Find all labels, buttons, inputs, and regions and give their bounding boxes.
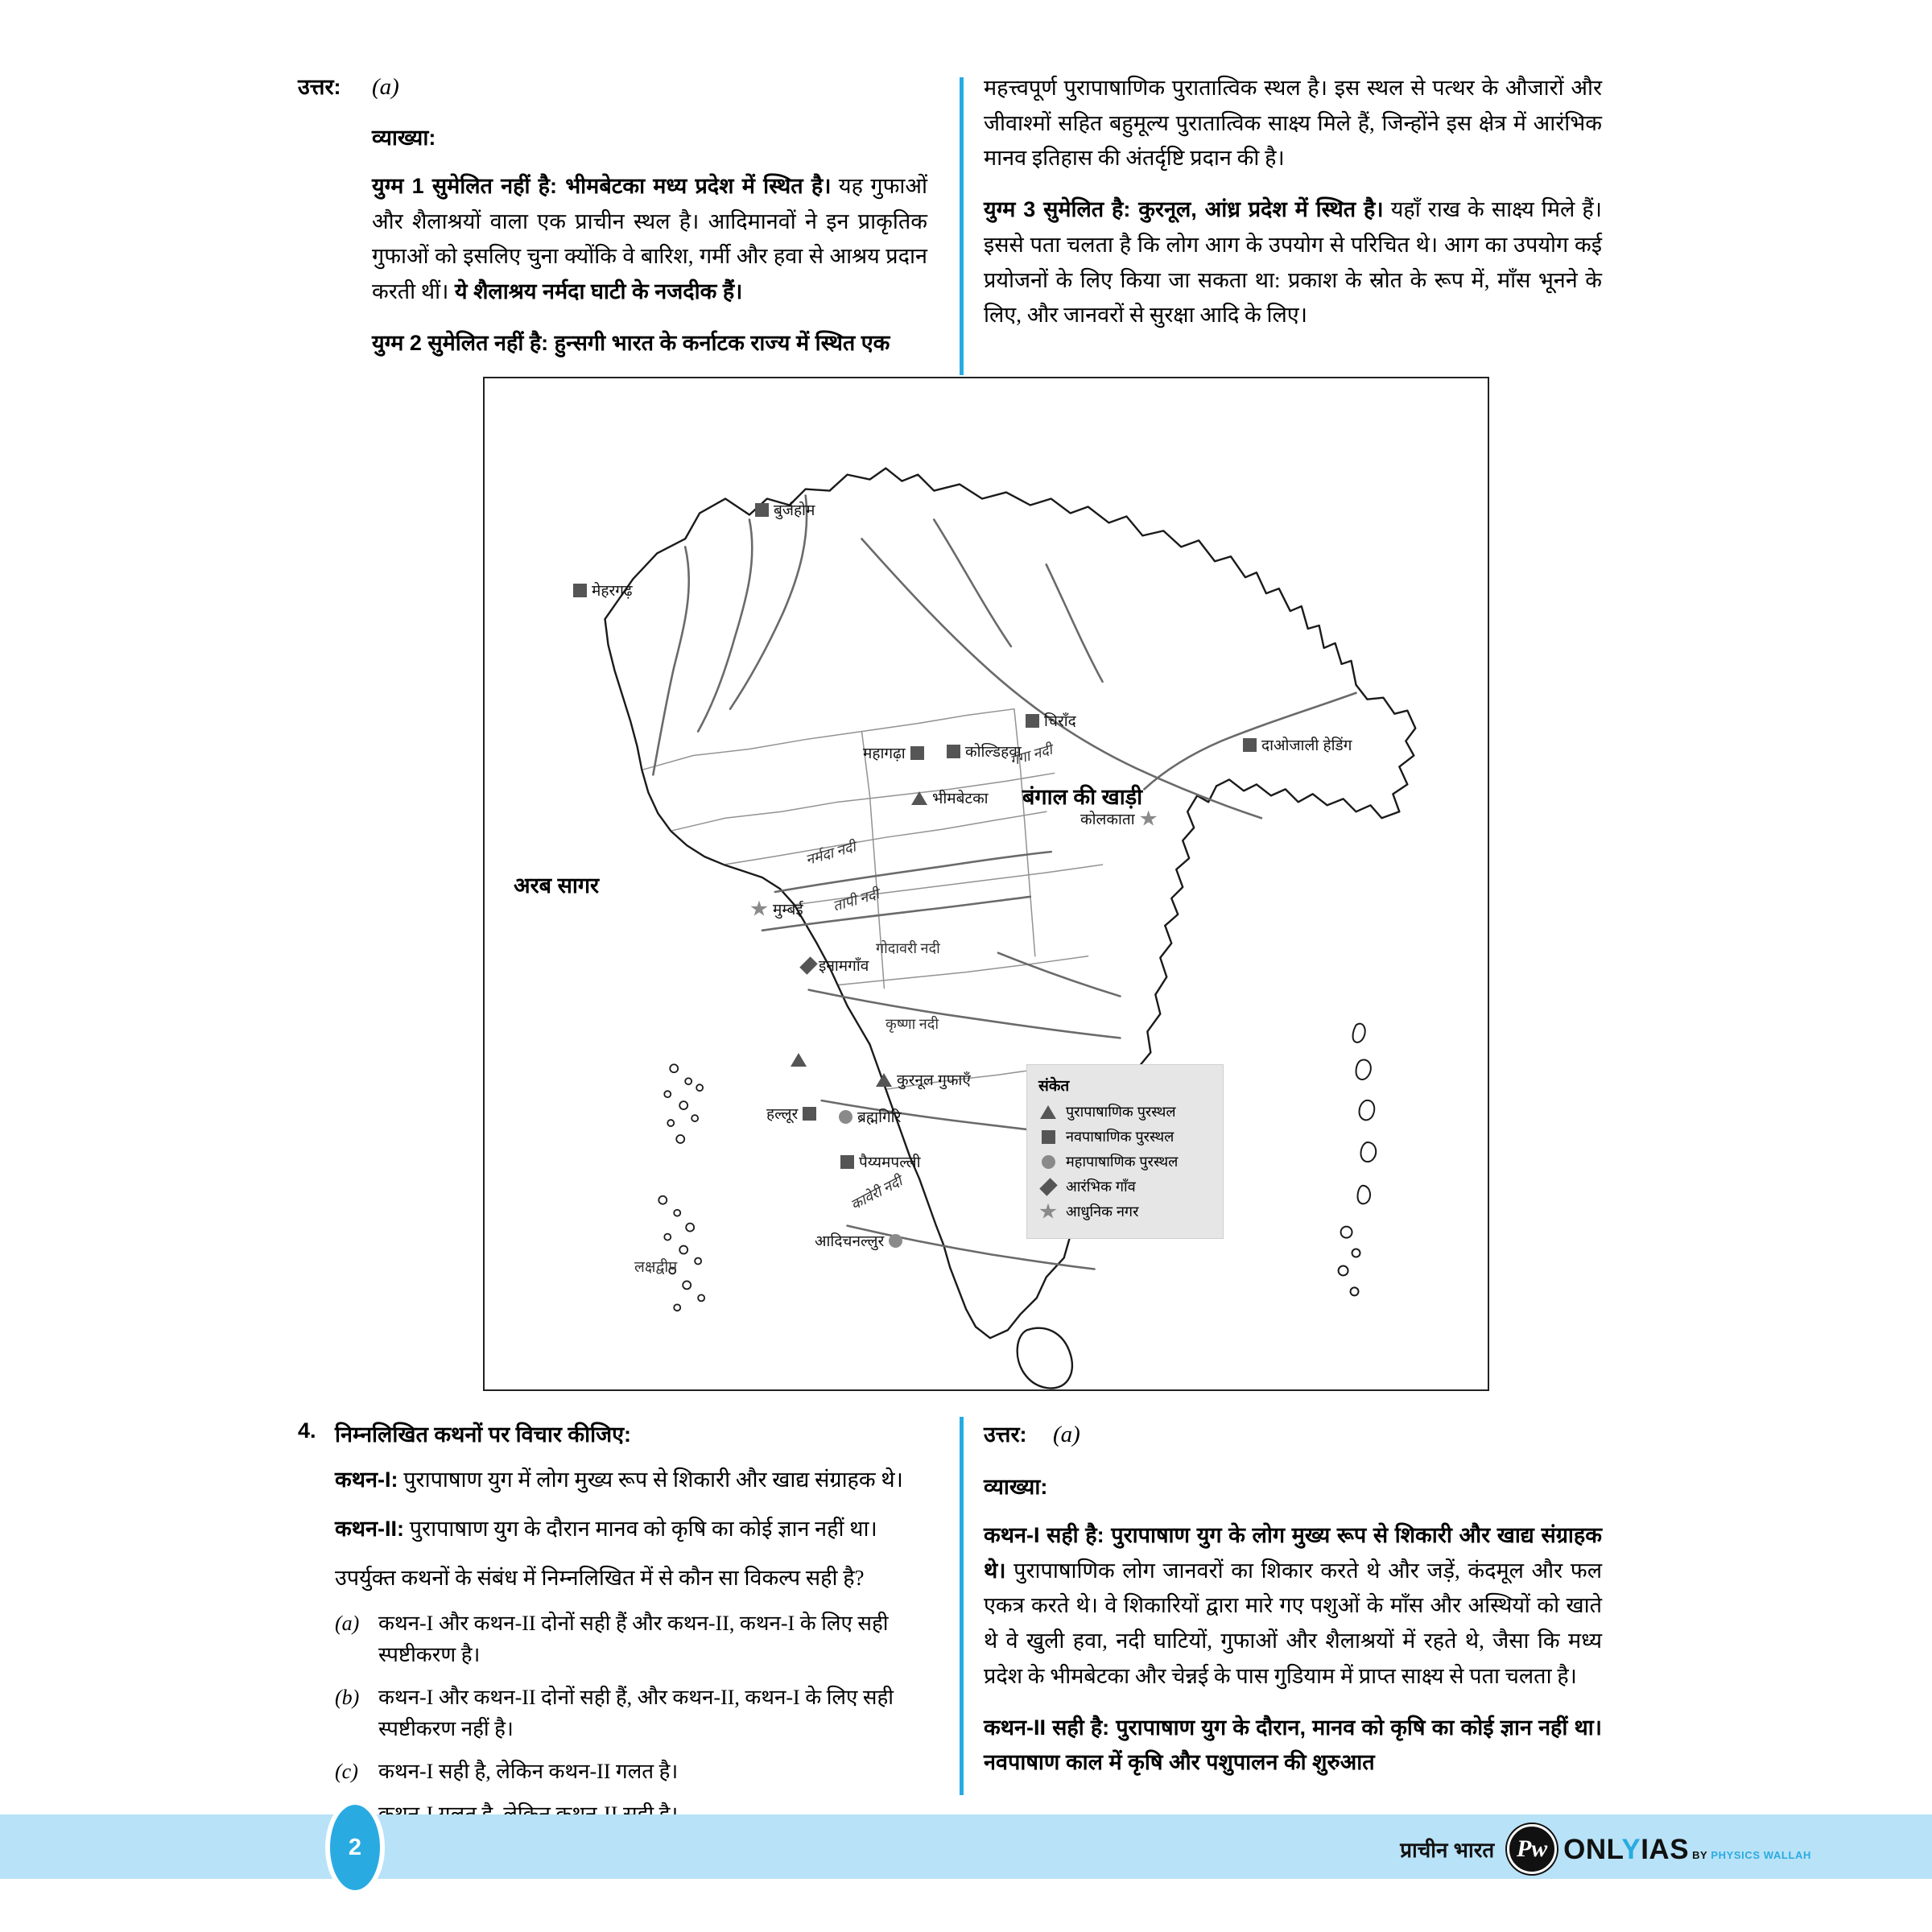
option-b[interactable] [335,1682,927,1744]
map-site-payyampalli [840,1151,921,1172]
map-site-hallur [766,1103,816,1124]
explanation-paragraph [984,1518,1602,1695]
map-site-label: आदिचनल्लुर [815,1233,885,1250]
paleolithic-triangle-icon [791,1053,807,1067]
river-label-godavari: गोदावरी नदी [876,940,940,956]
legend-item-label: पुरापाषाणिक पुरस्थल [1066,1104,1176,1120]
neolithic-square-icon [947,745,960,758]
explanation-paragraph [984,71,1602,176]
logo-text-group [1563,1835,1811,1864]
neolithic-square-icon [573,584,587,597]
legend-item-label: महापाषाणिक पुरस्थल [1066,1154,1179,1170]
answer-option: (a) [372,74,399,100]
india-archaeological-map [483,377,1489,1391]
statement-2-label: कथन-II: [335,1517,404,1542]
map-site-kolkata [1080,808,1158,829]
map-site-daojali-hading [1243,734,1352,755]
question-column [298,1418,950,1830]
map-site-label: भीमबेटका [932,791,989,807]
paleolithic-triangle-icon [911,791,927,805]
map-site-label: पैय्यमपल्ली [859,1154,921,1171]
river-label-narmada: नर्मदा नदी [803,838,858,869]
map-site-label: कोलकाता [1080,811,1135,828]
paragraph-body: यहाँ राख के साक्ष्य मिले हैं। इससे पता चलता है कि लोग आग के उपयोग से परिचित थे। आग का उपयोग कई प्रयोजनों के लिए किया जा सकता था: प्रकाश के स्रोत के रूप में, माँस भूनने के लिए, और जानवरों से सुरक्षा आदि के लिए। [984,197,1602,328]
river-label-ganga: गंगा नदी [1008,741,1055,770]
map-site-mehrgarh [573,580,633,601]
explanation-paragraph [984,192,1602,333]
modern-city-star-icon [1140,811,1158,828]
map-site-label: महागढ़ा [863,745,906,762]
question-heading-row [298,1418,927,1448]
legend-title: संकेत [1038,1078,1070,1095]
paragraph-body: महत्त्वपूर्ण पुरापाषाणिक पुरातात्विक स्थल है। इस स्थल से पत्थर के औजारों और जीवाश्मों सहित बहुमूल्य पुरातात्विक साक्ष्य मिले हैं, जिन्होंने इस क्षेत्र में आरंभिक मानव इतिहास की अंतर्दृष्टि प्रदान की है। [984,76,1602,171]
paragraph-lead: युग्म 3 सुमेलित है: कुरनूल, आंध्र प्रदेश में स्थित है। [984,197,1384,222]
modern-city-star-icon [750,901,768,918]
map-site-label: ब्रह्मगिरि [857,1109,902,1126]
option-a[interactable] [335,1608,927,1670]
paragraph-lead: युग्म 2 सुमेलित नहीं है: हुन्सगी भारत के कर्नाटक राज्य में स्थित एक [372,330,890,355]
logo-tagline-name: PHYSICS WALLAH [1711,1848,1811,1861]
option-key: (c) [335,1759,358,1783]
option-c[interactable] [335,1756,927,1787]
modern-city-star-icon [1038,1203,1058,1220]
question-stem: निम्नलिखित कथनों पर विचार कीजिए: [335,1422,632,1447]
question-number: 4. [298,1418,316,1443]
map-site-label: दाओजाली हेडिंग [1261,737,1352,754]
answer-label: उत्तर: [298,75,341,99]
option-text: कथन-I सही है, लेकिन कथन-II गलत है। [378,1759,679,1783]
map-site-label: मेहरगढ़ [592,583,633,600]
explanation-paragraph [372,326,927,361]
neolithic-square-icon [1026,714,1039,728]
logo-tagline [1692,1849,1811,1861]
map-site-label: इनामगाँव [819,958,869,975]
paragraph-lead: कथन-I सही है: पुरापाषाण युग के लोग मुख्य रूप से शिकारी और खाद्य संग्राहक थे। [984,1523,1602,1583]
map-site-mahagarha [863,742,924,763]
map-site-label: कोल्डिहवा [965,744,1022,761]
neolithic-square-icon [840,1155,854,1169]
paragraph-body: यह गुफाओं और शैलाश्रयों वाला एक प्राचीन स्थल है। आदिमानवों ने इन प्राकृतिक गुफाओं को इसलिए चुना क्योंकि वे बारिश, गर्मी और हवा से आश्रय प्रदान करती थीं। [372,174,927,304]
island-label-lakshadweep: लक्षद्वीप [634,1259,678,1276]
map-legend [1026,1064,1224,1239]
statement-1 [335,1463,927,1497]
river-label-kaveri: कावेरी नदी [848,1172,905,1214]
answer-row [298,71,927,101]
answer-option: (a) [1053,1422,1080,1447]
question-directive: उपर्युक्त कथनों के संबंध में निम्नलिखित में से कौन सा विकल्प सही है? [335,1566,865,1591]
river-label-tapi: तापी नदी [831,886,881,914]
option-key: (b) [335,1685,360,1709]
legend-item-label: आरंभिक गाँव [1066,1179,1136,1195]
legend-item-paleolithic [1038,1102,1212,1121]
statement-2 [335,1512,927,1546]
option-key: (a) [335,1611,360,1635]
map-site-bhimbetka [911,787,989,808]
logo-part-4: IAS [1641,1833,1690,1865]
top-answer-right-column [950,71,1602,378]
map-site-brahmagiri [839,1106,901,1127]
statement-2-text: पुरापाषाण युग के दौरान मानव को कृषि का कोई ज्ञान नहीं था। [403,1517,877,1542]
paragraph-lead: युग्म 1 सुमेलित नहीं है: भीमबेटका मध्य प्रदेश में स्थित है। [372,174,832,198]
sea-label-bay-of-bengal: बंगाल की खाड़ी [1022,785,1143,809]
legend-item-label: नवपाषाणिक पुरस्थल [1066,1129,1174,1145]
option-text: कथन-I और कथन-II दोनों सही हैं और कथन-II, कथन-I के लिए सही स्पष्टीकरण है। [378,1611,889,1666]
paragraph-body: नवपाषाण काल में कृषि और पशुपालन की शुरुआत [984,1750,1375,1775]
top-answer-left-column [298,71,950,378]
map-site-label: बुर्जहोम [774,502,815,519]
neolithic-square-icon [755,503,769,517]
river-label-krishna: कृष्णा नदी [886,1016,939,1032]
map-site-label: हल्लूर [766,1106,799,1123]
logo-part-3: Y [1621,1833,1641,1865]
early-village-diamond-icon [1038,1182,1058,1192]
bottom-qa-block [298,1418,1650,1830]
logo-wordmark [1563,1834,1689,1865]
explanation-heading: व्याख्या: [984,1475,1048,1499]
map-site-chirand [1026,710,1076,731]
map-site-label: चिराँद [1044,713,1076,730]
neolithic-square-icon [1243,738,1257,752]
bottom-answer-column [950,1418,1602,1830]
paleolithic-triangle-icon [1038,1105,1058,1119]
page-number: 2 [348,1834,362,1860]
map-marker-kurnool-extra [791,1053,807,1071]
neolithic-square-icon [803,1107,816,1121]
paleolithic-triangle-icon [876,1073,892,1087]
pw-badge-icon: Pw [1507,1824,1557,1874]
legend-item-early-village [1038,1177,1212,1196]
logo-part-1: O [1563,1833,1586,1865]
map-site-burzahom [755,499,815,520]
sea-label-arabian: अरब सागर [514,873,600,898]
footer-book-title: प्राचीन भारत [1400,1838,1495,1862]
megalithic-circle-icon [889,1234,902,1248]
onlyias-logo [1507,1824,1811,1874]
footer-branding [1400,1824,1811,1874]
explanation-paragraph [372,169,927,310]
answer-label: उत्तर: [984,1422,1027,1447]
logo-part-2: NL [1585,1833,1622,1865]
paragraph-lead: कथन-II सही है: पुरापाषाण युग के दौरान, मानव को कृषि का कोई ज्ञान नहीं था। [984,1715,1602,1740]
map-site-kurnool-caves [876,1069,971,1090]
page-number-badge [325,1800,385,1895]
explanation-heading: व्याख्या: [372,126,436,150]
legend-item-label: आधुनिक नगर [1066,1203,1139,1220]
legend-item-megalithic [1038,1152,1212,1171]
neolithic-square-icon [1038,1130,1058,1144]
option-text: कथन-I और कथन-II दोनों सही हैं, और कथन-II, कथन-I के लिए सही स्पष्टीकरण नहीं है। [378,1685,894,1740]
statement-1-text: पुरापाषाण युग में लोग मुख्य रूप से शिकारी और खाद्य संग्राहक थे। [398,1468,903,1492]
megalithic-circle-icon [839,1110,852,1124]
neolithic-square-icon [910,746,924,760]
map-site-adichanallur [815,1230,902,1251]
map-outline-svg [485,378,1488,1389]
map-site-inamgaon [803,955,869,976]
logo-tagline-by: BY [1692,1848,1711,1861]
paragraph-body: पुरापाषाणिक लोग जानवरों का शिकार करते थे और जड़ें, कंदमूल और फल एकत्र करते थे। वे शिकारियों द्वारा मारे गए पशुओं के माँस और अस्थियों को खाते थे वे खुली हवा, नदी घाटियों, गुफाओं और शैलाश्रयों में रहते थे, जैसा कि मध्य प्रदेश के भीमबेटका और चेन्नई के पास गुडियाम में प्राप्त साक्ष्य से पता चलता है। [984,1558,1602,1688]
legend-item-neolithic [1038,1127,1212,1146]
statement-1-label: कथन-I: [335,1468,398,1492]
paragraph-tail-bold: ये शैलाश्रय नर्मदा घाटी के नजदीक हैं। [448,279,743,304]
megalithic-circle-icon [1038,1155,1058,1169]
map-site-label: कुरनूल गुफाएँ [897,1072,971,1089]
map-site-mumbai [750,898,803,919]
top-answer-block [298,71,1650,378]
map-site-label: मुम्बई [773,902,803,919]
explanation-paragraph [984,1711,1602,1781]
legend-item-modern-city [1038,1202,1212,1221]
answer-row [984,1418,1602,1448]
